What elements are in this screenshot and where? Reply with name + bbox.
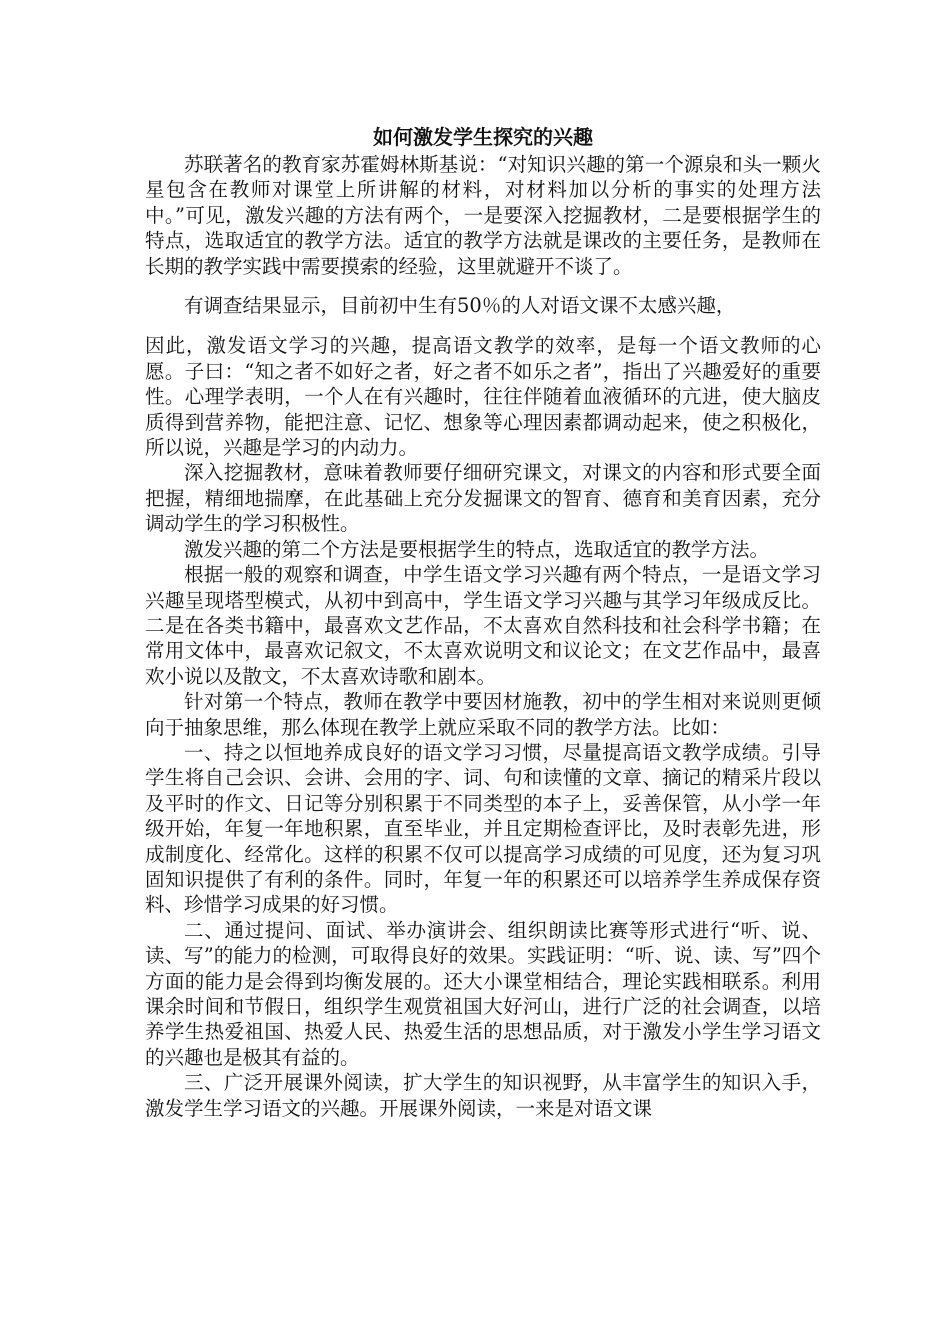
paragraph-3: 因此，激发语文学习的兴趣，提高语文教学的效率，是每一个语文教师的心愿。子曰：“知之者不如好之者，好之者不如乐之者”，指出了兴趣爱好的重要性。心理学表明，一个人在有兴趣时，往往伴随着血液循环的亢进，使大脑皮质得到营养物，能把注意、记忆、想象等心理因素都调动起来，使之积极化，所以说，兴趣是学习的内动力。	[145, 334, 821, 460]
document-page	[145, 118, 821, 1121]
paragraph-5: 激发兴趣的第二个方法是要根据学生的特点，选取适宜的教学方法。	[184, 537, 770, 561]
paragraph-8: 一、持之以恒地养成良好的语文学习习惯，尽量提高语文教学成绩。引导学生将自己会识、会讲、会用的字、词、句和读懂的文章、摘记的精采片段以及平时的作文、日记等分别积累于不同类型的本子上，妥善保管，从小学一年级开始，年复一年地积累，直至毕业，并且定期检查评比，及时表彰先进，形成制度化、经常化。这样的积累不仅可以提高学习成绩的可见度，还为复习巩固知识提供了有利的条件。同时，年复一年的积累还可以培养学生养成保存资料、珍惜学习成果的好习惯。	[145, 740, 821, 917]
paragraph-6: 根据一般的观察和调查，中学生语文学习兴趣有两个特点，一是语文学习兴趣呈现塔型模式，从初中到高中，学生语文学习兴趣与其学习年级成反比。二是在各类书籍中，最喜欢文艺作品，不太喜欢自然科技和社会科学书籍；在常用文体中，最喜欢记叙文，不太喜欢说明文和议论文；在文艺作品中，最喜欢小说以及散文，不太喜欢诗歌和剧本。	[145, 563, 821, 688]
document-title: 如何激发学生探究的兴趣	[373, 125, 593, 149]
paragraph-10: 三、广泛开展课外阅读，扩大学生的知识视野，从丰富学生的知识入手，激发学生学习语文的兴趣。开展课外阅读，一来是对语文课	[145, 1071, 821, 1120]
paragraph-1: 苏联著名的教育家苏霍姆林斯基说：“对知识兴趣的第一个源泉和头一颗火星包含在教师对课堂上所讲解的材料，对材料加以分析的事实的处理方法中。”可见，激发兴趣的方法有两个，一是要深入挖掘教材，二是要根据学生的特点，选取适宜的教学方法。适宜的教学方法就是课改的主要任务，是教师在长期的教学实践中需要摸索的经验，这里就避开不谈了。	[145, 153, 821, 278]
paragraph-4: 深入挖掘教材，意味着教师要仔细研究课文，对课文的内容和形式要全面把握，精细地揣摩，在此基础上充分发掘课文的智育、德育和美育因素，充分调动学生的学习积极性。	[145, 461, 821, 536]
paragraph-7: 针对第一个特点，教师在教学中要因材施教，初中的学生相对来说则更倾向于抽象思维，那么体现在教学上就应采取不同的教学方法。比如：	[145, 690, 821, 739]
paragraph-9: 二、通过提问、面试、举办演讲会、组织朗读比赛等形式进行“听、说、读、写”的能力的检测，可取得良好的效果。实践证明：“听、说、读、写”四个方面的能力是会得到均衡发展的。还大小课堂相结合，理论实践相联系。利用课余时间和节假日，组织学生观赏祖国大好河山，进行广泛的社会调查，以培养学生热爱祖国、热爱人民、热爱生活的思想品质，对于激发小学生学习语文的兴趣也是极其有益的。	[145, 918, 821, 1069]
paragraph-2: 有调查结果显示，目前初中生有50％的人对语文课不太感兴趣，	[184, 294, 736, 318]
